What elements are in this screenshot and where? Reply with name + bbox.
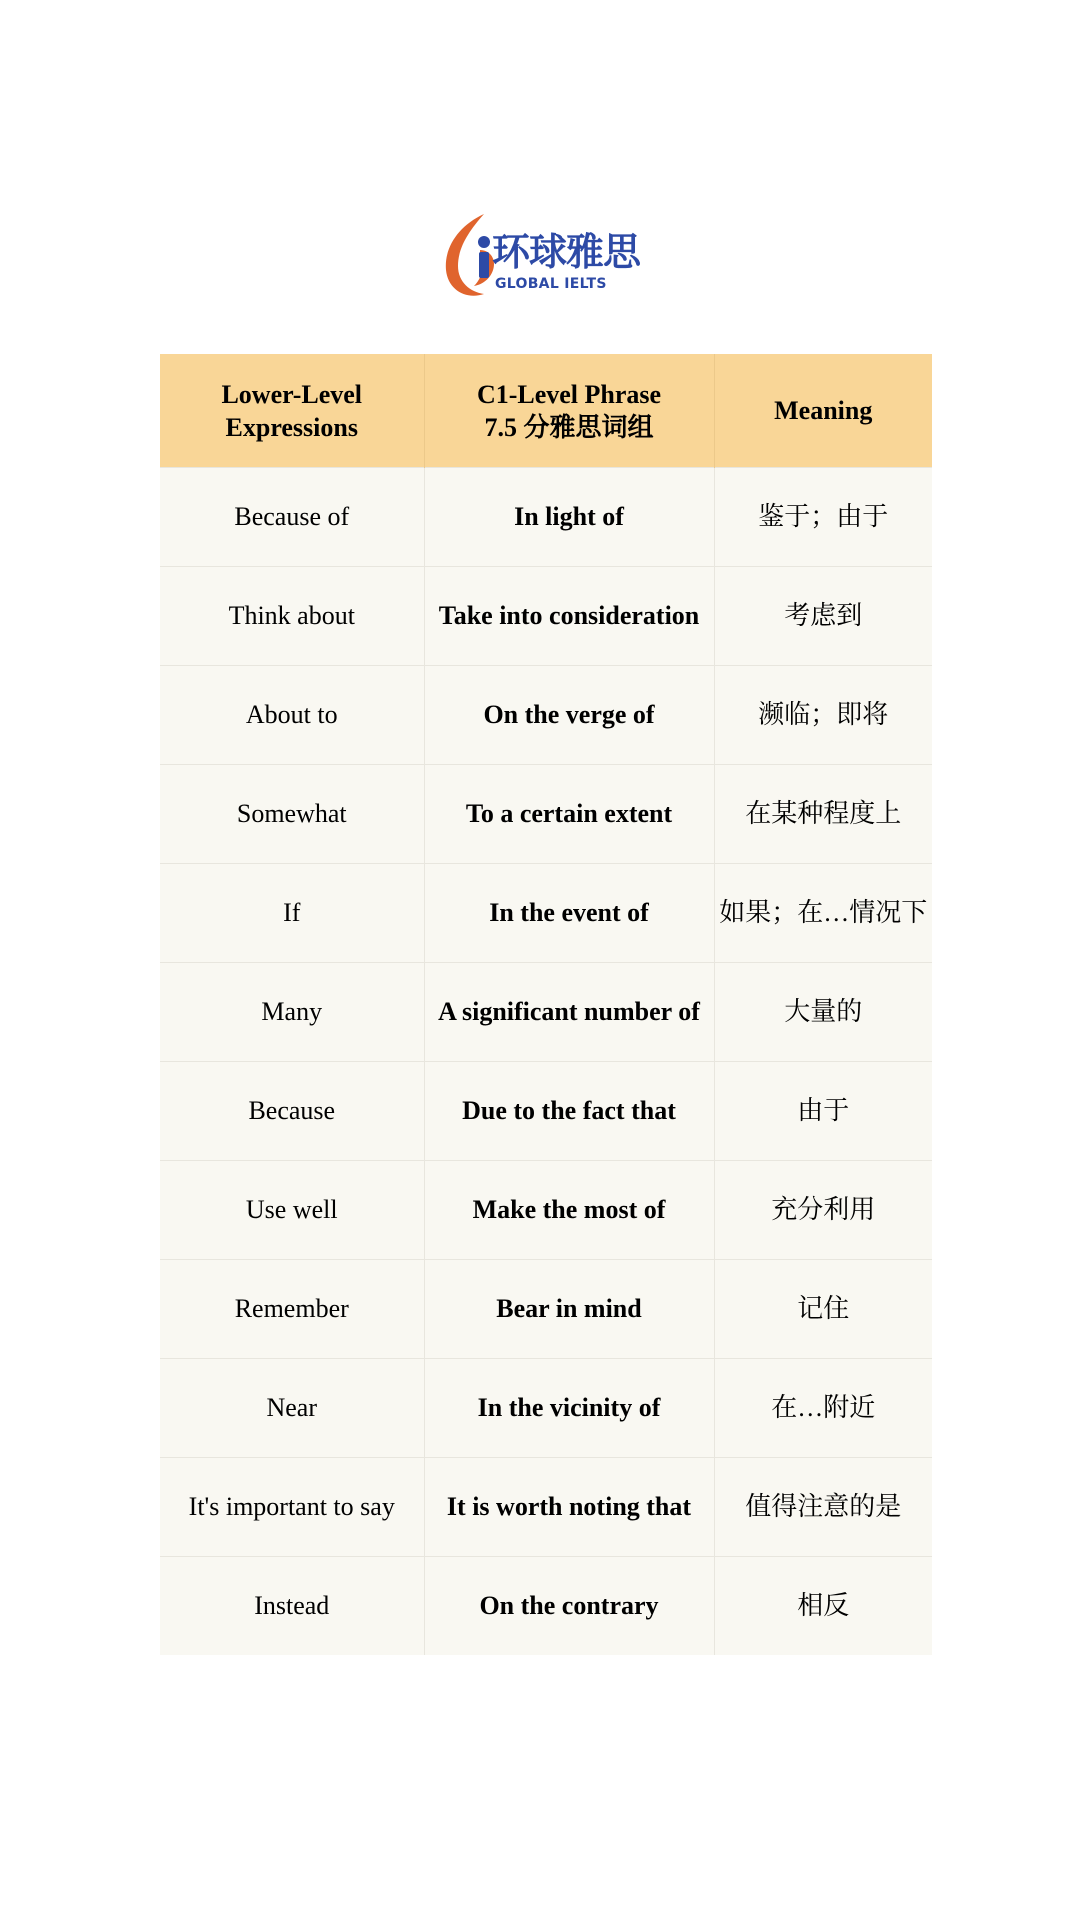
logo-english-text: GLOBAL IELTS bbox=[495, 276, 607, 292]
table-row bbox=[160, 1260, 932, 1359]
phrase-table bbox=[160, 354, 932, 1655]
table-row bbox=[160, 1557, 932, 1656]
table-row bbox=[160, 1062, 932, 1161]
table-row bbox=[160, 1161, 932, 1260]
c1-phrase-cell: In light of bbox=[424, 468, 714, 567]
global-ielts-logo bbox=[440, 212, 640, 300]
meaning-cell: 在…附近 bbox=[714, 1359, 932, 1458]
lower-level-cell: Many bbox=[160, 963, 424, 1062]
header-lower-level bbox=[160, 354, 424, 468]
logo-chinese-text: 环球雅思 bbox=[492, 230, 641, 274]
meaning-cell: 记住 bbox=[714, 1260, 932, 1359]
header-meaning: Meaning bbox=[714, 354, 932, 468]
lower-level-cell: Think about bbox=[160, 567, 424, 666]
c1-phrase-cell: Due to the fact that bbox=[424, 1062, 714, 1161]
meaning-cell: 充分利用 bbox=[714, 1161, 932, 1260]
table-row bbox=[160, 1359, 932, 1458]
meaning-cell: 由于 bbox=[714, 1062, 932, 1161]
c1-phrase-cell: On the contrary bbox=[424, 1557, 714, 1656]
lower-level-cell: It's important to say bbox=[160, 1458, 424, 1557]
lower-level-cell: If bbox=[160, 864, 424, 963]
table-row bbox=[160, 468, 932, 567]
lower-level-cell: Remember bbox=[160, 1260, 424, 1359]
table-row bbox=[160, 666, 932, 765]
meaning-cell: 大量的 bbox=[714, 963, 932, 1062]
c1-phrase-cell: Bear in mind bbox=[424, 1260, 714, 1359]
lower-level-cell: About to bbox=[160, 666, 424, 765]
table-row bbox=[160, 765, 932, 864]
header-lower-level-line1: Lower-Level bbox=[221, 379, 363, 409]
header-lower-level-line2: Expressions bbox=[225, 412, 358, 442]
table-header-row bbox=[160, 354, 932, 468]
table-row bbox=[160, 567, 932, 666]
c1-phrase-cell: In the vicinity of bbox=[424, 1359, 714, 1458]
meaning-cell: 相反 bbox=[714, 1557, 932, 1656]
meaning-cell: 鉴于；由于 bbox=[714, 468, 932, 567]
meaning-cell: 濒临；即将 bbox=[714, 666, 932, 765]
c1-phrase-cell: On the verge of bbox=[424, 666, 714, 765]
header-c1-level bbox=[424, 354, 714, 468]
lower-level-cell: Because of bbox=[160, 468, 424, 567]
header-c1-level-line1: C1-Level Phrase bbox=[476, 379, 662, 409]
c1-phrase-cell: Take into consideration bbox=[424, 567, 714, 666]
meaning-cell: 如果；在…情况下 bbox=[714, 864, 932, 963]
table-row bbox=[160, 864, 932, 963]
table-row bbox=[160, 963, 932, 1062]
table-row bbox=[160, 1458, 932, 1557]
meaning-cell: 在某种程度上 bbox=[714, 765, 932, 864]
logo-mark-icon bbox=[440, 212, 496, 300]
c1-phrase-cell: To a certain extent bbox=[424, 765, 714, 864]
lower-level-cell: Use well bbox=[160, 1161, 424, 1260]
meaning-cell: 值得注意的是 bbox=[714, 1458, 932, 1557]
lower-level-cell: Near bbox=[160, 1359, 424, 1458]
c1-phrase-cell: It is worth noting that bbox=[424, 1458, 714, 1557]
c1-phrase-cell: In the event of bbox=[424, 864, 714, 963]
header-c1-level-line2: 7.5 分雅思词组 bbox=[484, 412, 654, 442]
lower-level-cell: Because bbox=[160, 1062, 424, 1161]
lower-level-cell: Somewhat bbox=[160, 765, 424, 864]
meaning-cell: 考虑到 bbox=[714, 567, 932, 666]
c1-phrase-cell: Make the most of bbox=[424, 1161, 714, 1260]
c1-phrase-cell: A significant number of bbox=[424, 963, 714, 1062]
lower-level-cell: Instead bbox=[160, 1557, 424, 1656]
